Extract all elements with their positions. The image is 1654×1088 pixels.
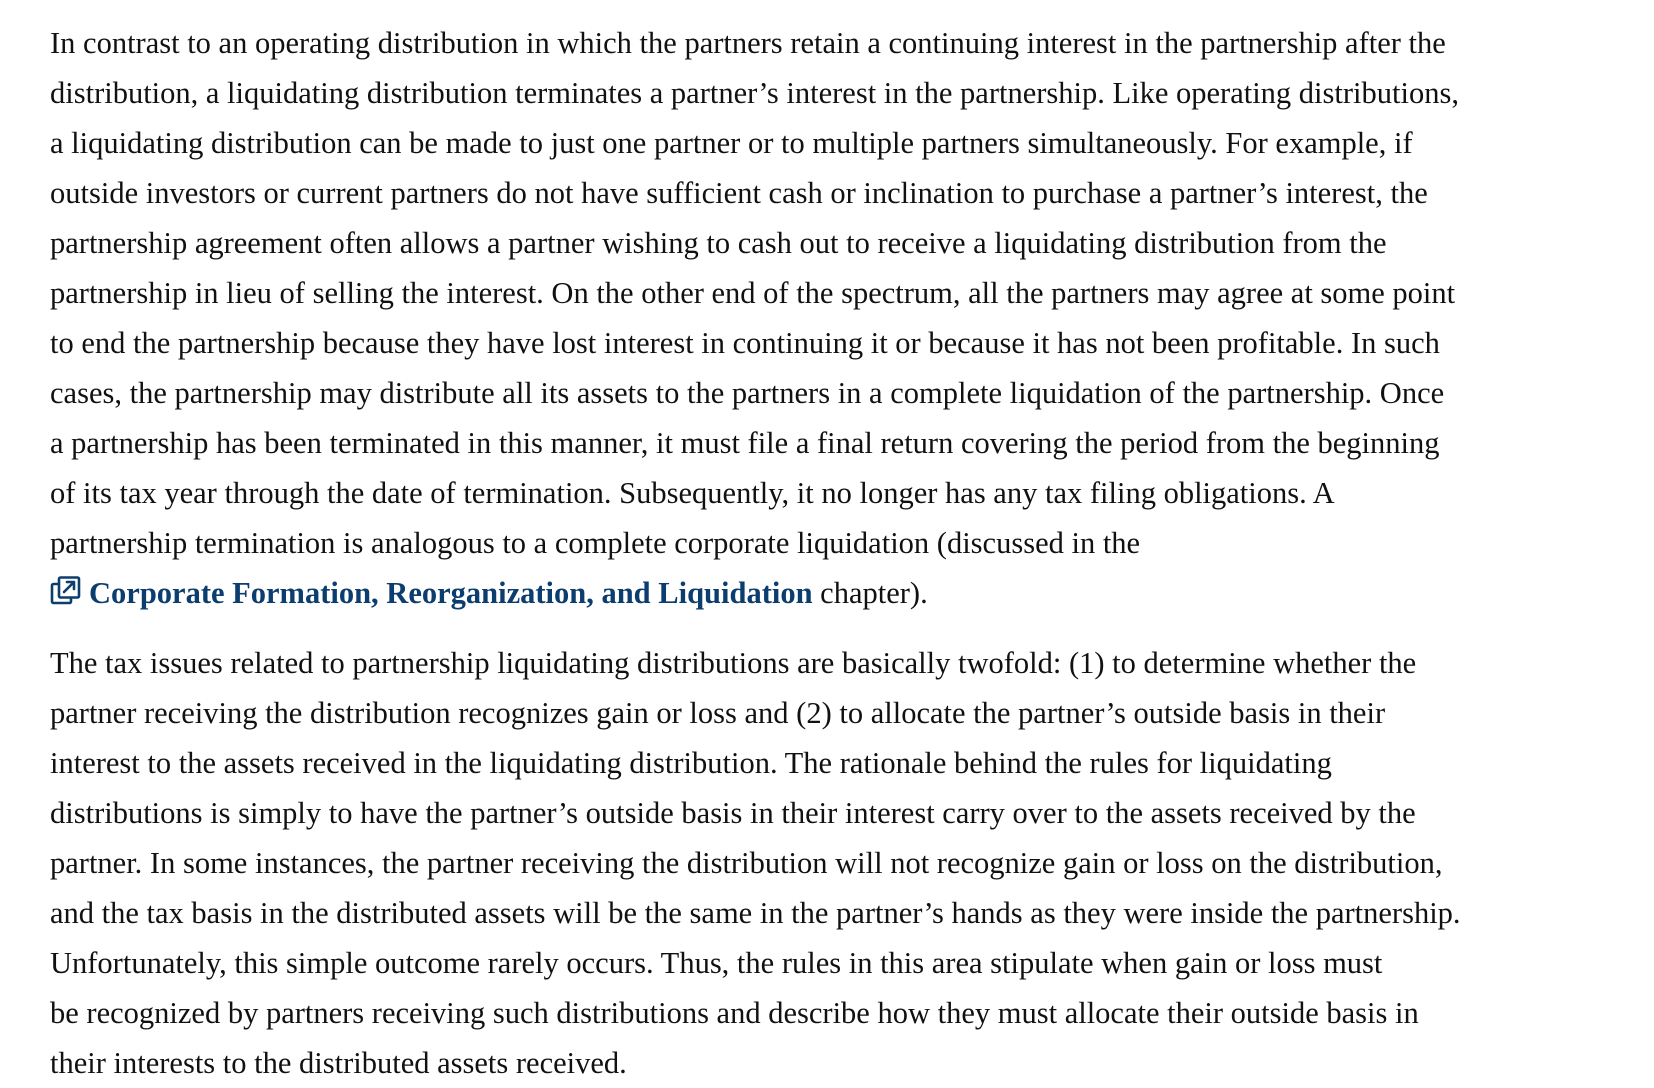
article-body: [50, 18, 1630, 1088]
text-line: interest to the assets received in the liquidating distribution. The rationale behind the rules for liquidating: [50, 746, 1332, 780]
text-line: In contrast to an operating distribution in which the partners retain a continuing interest in the partnership after the: [50, 26, 1446, 60]
text-line: a liquidating distribution can be made to just one partner or to multiple partners simultaneously. For example, if: [50, 126, 1413, 160]
text-line: partnership in lieu of selling the interest. On the other end of the spectrum, all the partners may agree at some point: [50, 276, 1456, 310]
text-line: of its tax year through the date of termination. Subsequently, it no longer has any tax filing obligations. A: [50, 476, 1335, 510]
text-line: and the tax basis in the distributed assets will be the same in the partner’s hands as they were inside the partnership.: [50, 896, 1461, 930]
text-line: partner. In some instances, the partner receiving the distribution will not recognize gain or loss on the distribution,: [50, 846, 1443, 880]
chapter-link-suffix: chapter).: [812, 576, 928, 610]
paragraph-liquidating-distributions: [50, 18, 1630, 618]
text-line: a partnership has been terminated in this manner, it must file a final return covering the period from the beginning: [50, 426, 1440, 460]
text-line-with-link: [50, 568, 1630, 618]
text-line: partnership agreement often allows a partner wishing to cash out to receive a liquidating distribution from the: [50, 226, 1387, 260]
external-link-icon: [50, 572, 82, 604]
text-line: be recognized by partners receiving such distributions and describe how they must allocate their outside basis in: [50, 996, 1419, 1030]
text-line: distributions is simply to have the partner’s outside basis in their interest carry over to the assets received by the: [50, 796, 1416, 830]
text-line: Unfortunately, this simple outcome rarely occurs. Thus, the rules in this area stipulate when gain or loss must: [50, 946, 1383, 980]
text-line: partner receiving the distribution recognizes gain or loss and (2) to allocate the partner’s outside basis in their: [50, 696, 1386, 730]
text-line: their interests to the distributed assets received.: [50, 1046, 627, 1080]
paragraph-tax-issues: [50, 638, 1630, 1088]
text-line: distribution, a liquidating distribution terminates a partner’s interest in the partnership. Like operating distributions,: [50, 76, 1459, 110]
text-line: The tax issues related to partnership liquidating distributions are basically twofold: (1) to determine whether the: [50, 646, 1417, 680]
chapter-link[interactable]: [50, 576, 813, 610]
text-line: partnership termination is analogous to a complete corporate liquidation (discussed in the: [50, 526, 1141, 560]
chapter-link-text: Corporate Formation, Reorganization, and Liquidation: [89, 576, 813, 610]
text-line: cases, the partnership may distribute all its assets to the partners in a complete liquidation of the partnership. Once: [50, 376, 1445, 410]
text-line: outside investors or current partners do not have sufficient cash or inclination to purchase a partner’s interest, the: [50, 176, 1428, 210]
text-line: to end the partnership because they have lost interest in continuing it or because it has not been profitable. In such: [50, 326, 1440, 360]
